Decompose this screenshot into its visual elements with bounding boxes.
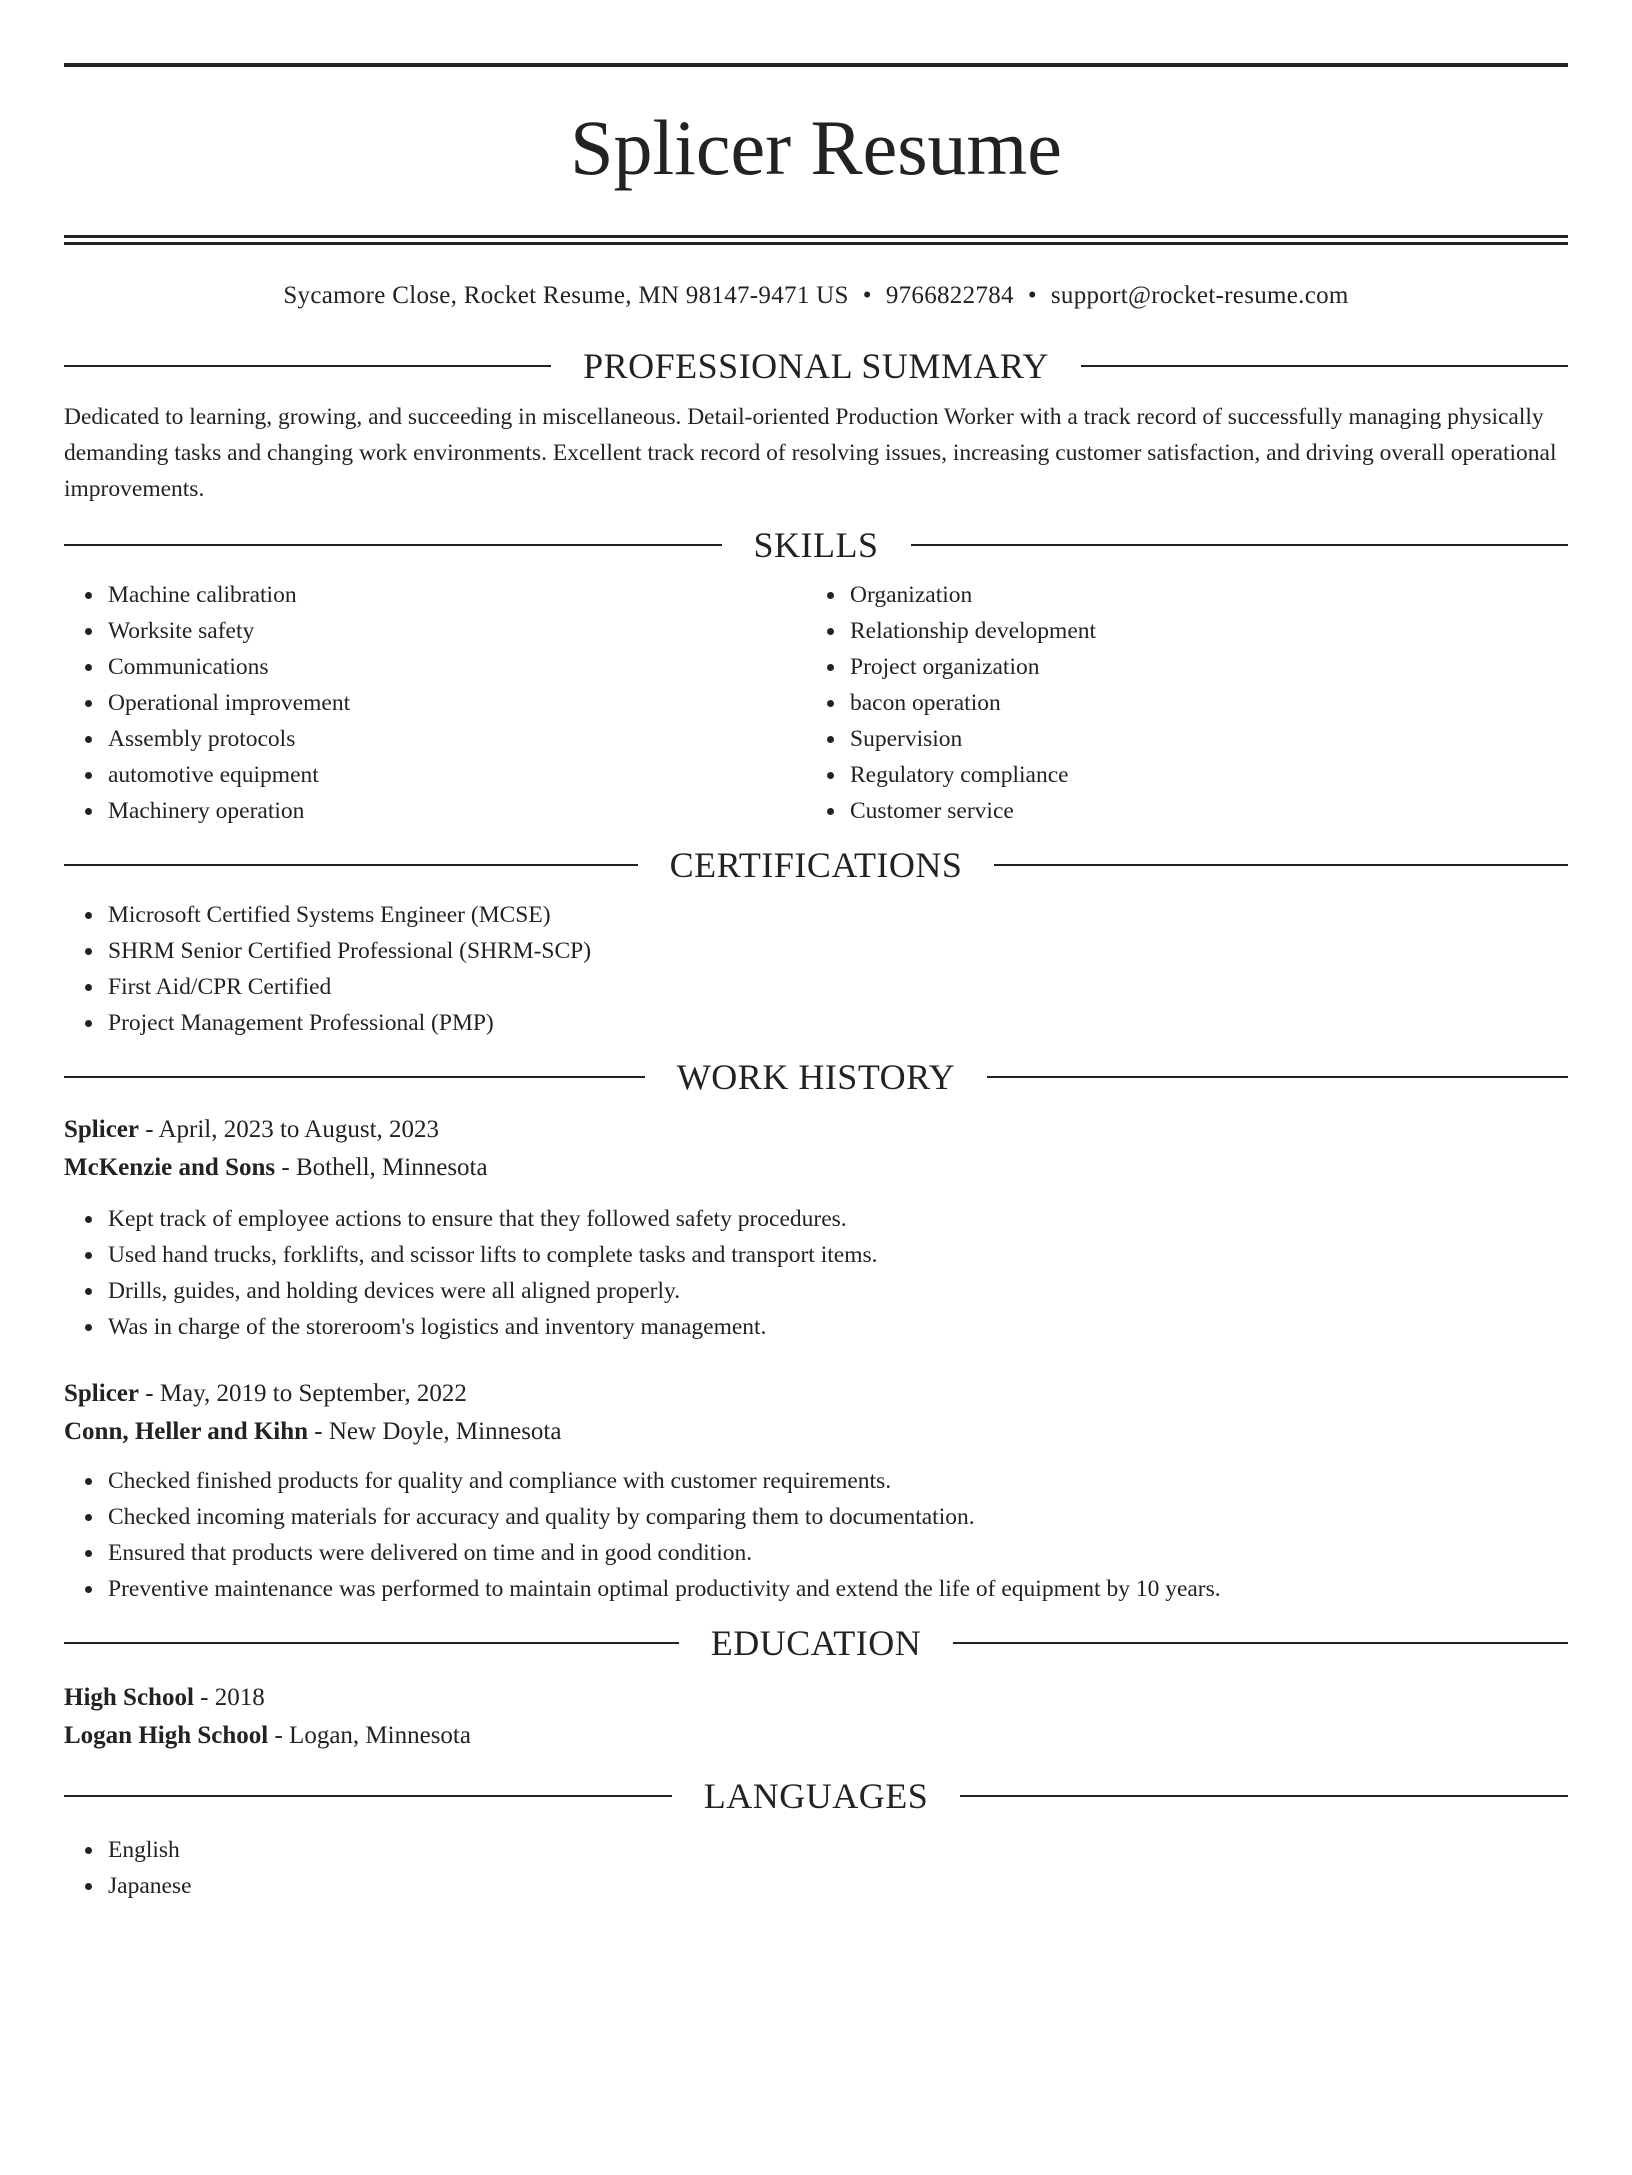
job-dates: - April, 2023 to August, 2023 [145,1116,440,1143]
job-title: Splicer [64,1380,139,1407]
job-location: - New Doyle, Minnesota [314,1418,562,1445]
language-item: English [108,1832,1568,1868]
job-company-line [64,1149,1568,1187]
education-year: - 2018 [200,1684,265,1711]
section-rule-left [64,544,722,546]
contact-email: support@rocket-resume.com [1050,282,1349,309]
certification-item: Project Management Professional (PMP) [108,1005,1568,1041]
skill-item: Worksite safety [108,613,806,649]
job-dates: - May, 2019 to September, 2022 [145,1380,467,1407]
section-rule-right [911,544,1569,546]
contact-separator: • [862,282,872,309]
job-title-line [64,1111,1568,1149]
job-duty: Preventive maintenance was performed to maintain optimal productivity and extend the life of equipment by 10 years. [108,1571,1568,1607]
job-company: Conn, Heller and Kihn [64,1418,309,1445]
job-duty: Kept track of employee actions to ensure that they followed safety procedures. [108,1201,1568,1237]
certification-item: SHRM Senior Certified Professional (SHRM-SCP) [108,933,1568,969]
section-rule-right [987,1076,1568,1078]
job-company-line [64,1413,1568,1451]
certification-item: Microsoft Certified Systems Engineer (MCSE) [108,897,1568,933]
job-entry [64,1111,1568,1345]
skill-item: Project organization [850,649,1548,685]
skills-section-header [64,522,1568,568]
resume-page [0,63,1632,2175]
section-rule-right [1081,365,1568,367]
education-degree: High School [64,1684,194,1711]
job-duties-list [64,1463,1568,1607]
section-rule-left [64,365,551,367]
section-rule-left [64,1642,679,1644]
skill-item: Relationship development [850,613,1548,649]
skills-list-left [64,577,806,829]
section-rule-left [64,1076,645,1078]
resume-title: Splicer Resume [570,104,1062,191]
job-duties-list [64,1201,1568,1345]
education-entry [64,1679,1568,1755]
job-duty: Used hand trucks, forklifts, and scissor lifts to complete tasks and transport items. [108,1237,1568,1273]
skill-item: Operational improvement [108,685,806,721]
certifications-heading: CERTIFICATIONS [669,845,963,885]
section-rule-right [953,1642,1568,1644]
skill-item: Supervision [850,721,1548,757]
section-rule-right [960,1795,1568,1797]
education-degree-line [64,1679,1568,1717]
certifications-list [64,897,1568,1041]
contact-address: Sycamore Close, Rocket Resume, MN 98147-9471 US [283,282,849,309]
education-section-header [64,1620,1568,1666]
certification-item: First Aid/CPR Certified [108,969,1568,1005]
skill-item: Machine calibration [108,577,806,613]
skill-item: Communications [108,649,806,685]
section-rule-left [64,864,638,866]
languages-heading: LANGUAGES [703,1776,929,1816]
education-location: - Logan, Minnesota [274,1722,471,1749]
contact-phone: 9766822784 [885,282,1014,309]
work-section-header [64,1054,1568,1100]
skill-item: Assembly protocols [108,721,806,757]
top-rule [64,63,1568,67]
education-heading: EDUCATION [710,1623,922,1663]
education-school-line [64,1717,1568,1755]
summary-section-header [64,343,1568,389]
skill-item: Regulatory compliance [850,757,1548,793]
languages-list [64,1832,1568,1904]
certifications-section-header [64,842,1568,888]
job-company: McKenzie and Sons [64,1154,276,1181]
summary-text: Dedicated to learning, growing, and succeeding in miscellaneous. Detail-oriented Production Worker with a track record of successfully managing physically demanding tasks and changing work environments. Excellent track record of resolving issues, increasing customer satisfaction, and driving overall operational improvements. [64,404,1557,502]
job-title-line [64,1375,1568,1413]
job-entry [64,1375,1568,1607]
section-rule-right [994,864,1568,866]
skill-item: bacon operation [850,685,1548,721]
skills-heading: SKILLS [753,525,879,565]
job-duty: Checked incoming materials for accuracy and quality by comparing them to documentation. [108,1499,1568,1535]
skill-item: Machinery operation [108,793,806,829]
job-duty: Ensured that products were delivered on time and in good condition. [108,1535,1568,1571]
language-item: Japanese [108,1868,1568,1904]
job-location: - Bothell, Minnesota [281,1154,488,1181]
job-title: Splicer [64,1116,139,1143]
skill-item: Customer service [850,793,1548,829]
skill-item: Organization [850,577,1548,613]
title-double-rule [64,235,1568,245]
languages-section-header [64,1773,1568,1819]
section-rule-left [64,1795,672,1797]
job-duty: Was in charge of the storeroom's logistics and inventory management. [108,1309,1568,1345]
work-heading: WORK HISTORY [676,1057,956,1097]
job-duty: Checked finished products for quality and compliance with customer requirements. [108,1463,1568,1499]
summary-heading: PROFESSIONAL SUMMARY [583,346,1049,386]
contact-separator: • [1027,282,1037,309]
skills-grid [64,577,1568,829]
job-duty: Drills, guides, and holding devices were all aligned properly. [108,1273,1568,1309]
education-school: Logan High School [64,1722,269,1749]
contact-line [64,279,1568,313]
skill-item: automotive equipment [108,757,806,793]
skills-list-right [806,577,1548,829]
